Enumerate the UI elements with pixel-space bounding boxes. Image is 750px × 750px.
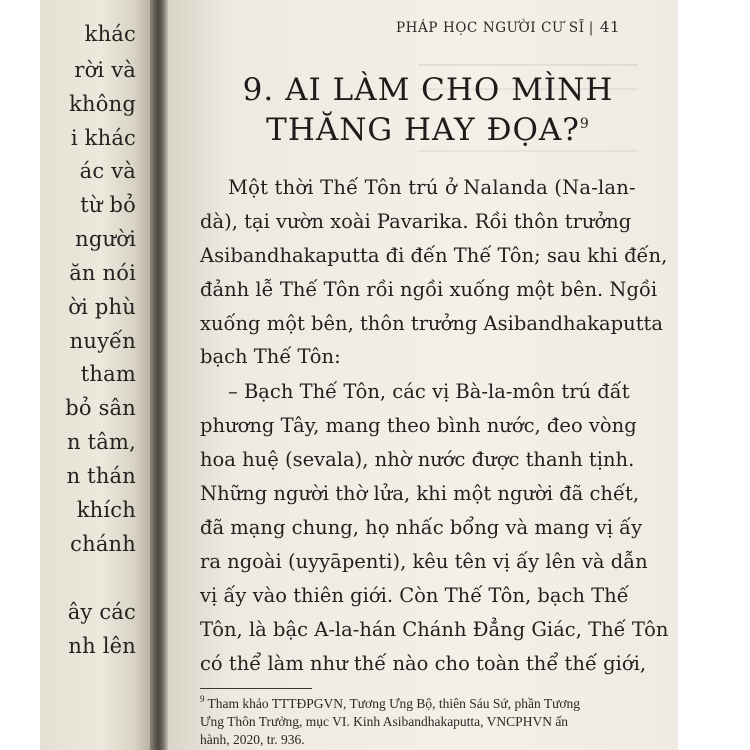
- right-page: [168, 0, 678, 750]
- left-page-line: nh lên: [68, 634, 136, 658]
- body-line: đã mạng chung, họ nhấc bổng và mang vị ấy: [200, 516, 643, 539]
- left-page-line: ời phù: [68, 295, 136, 319]
- body-line: – Bạch Thế Tôn, các vị Bà-la-môn trú đất: [228, 380, 630, 403]
- body-line: Những người thờ lửa, khi một người đã chết,: [200, 482, 640, 505]
- book-gutter: [150, 0, 168, 750]
- body-line: Một thời Thế Tôn trú ở Nalanda (Na-lan-: [228, 176, 636, 199]
- page-number: 41: [599, 18, 621, 36]
- left-page-line: ây các: [67, 600, 136, 624]
- left-page-line: ác và: [79, 159, 136, 183]
- left-page-line: nuyến: [69, 329, 136, 353]
- footnote-line: [200, 696, 580, 712]
- footnote-text: Tham khảo TTTĐPGVN, Tương Ưng Bộ, thiên Sáu Sứ, phần Tương: [207, 696, 581, 711]
- chapter-title-line-1: 9. AI LÀM CHO MÌNH: [242, 72, 614, 108]
- body-line: có thể làm như thế nào cho toàn thể thế giới,: [200, 652, 647, 675]
- body-line: dà), tại vườn xoài Pavarika. Rồi thôn trưởng: [200, 210, 632, 233]
- left-page-line: khích: [76, 498, 136, 522]
- footnote-marker: 9: [200, 694, 205, 704]
- footnote-line: hành, 2020, tr. 936.: [200, 732, 305, 747]
- chapter-title-line-2: THĂNG HAY ĐỌA?: [266, 112, 580, 148]
- show-through-mark: [418, 64, 638, 66]
- left-page-line: i khác: [70, 126, 136, 150]
- left-page-line: khác: [84, 22, 136, 46]
- footnote-rule: [200, 688, 312, 689]
- left-facing-page: [40, 0, 150, 750]
- header-separator: |: [588, 20, 594, 36]
- body-line: Asibandhakaputta đi đến Thế Tôn; sau khi đến,: [200, 244, 668, 267]
- body-line: ra ngoài (uyyāpenti), kêu tên vị ấy lên và dẫn: [200, 550, 648, 573]
- body-line: bạch Thế Tôn:: [200, 345, 341, 368]
- left-page-line: bỏ sân: [65, 396, 136, 420]
- body-line: vị ấy vào thiên giới. Còn Thế Tôn, bạch Thế: [200, 584, 629, 607]
- footnote-line: Ưng Thôn Trưởng, mục VI. Kinh Asibandhakaputta, VNCPHVN ấn: [200, 714, 569, 729]
- footnote-reference: 9: [579, 116, 590, 132]
- chapter-title: [228, 70, 628, 150]
- left-page-line: từ bỏ: [80, 193, 136, 217]
- running-header: [396, 18, 668, 42]
- left-page-line: chánh: [70, 532, 136, 556]
- body-line: đảnh lễ Thế Tôn rồi ngồi xuống một bên. Ngồi: [200, 278, 658, 301]
- body-line: xuống một bên, thôn trưởng Asibandhakaputta: [200, 312, 664, 335]
- background-edge: [678, 0, 750, 750]
- left-page-line: không: [69, 92, 136, 116]
- show-through-mark: [418, 150, 638, 152]
- body-line: Tôn, là bậc A-la-hán Chánh Đẳng Giác, Thế Tôn: [200, 618, 669, 641]
- left-page-line: ăn nói: [69, 261, 136, 285]
- left-page-line: rời và: [74, 58, 136, 82]
- running-title: PHÁP HỌC NGƯỜI CƯ SĨ: [396, 20, 585, 36]
- left-page-line: n thán: [66, 464, 136, 488]
- left-page-line: n tâm,: [67, 430, 136, 454]
- body-line: phương Tây, mang theo bình nước, đeo vòng: [200, 414, 637, 437]
- body-line: hoa huệ (sevala), nhờ nước được thanh tịnh.: [200, 448, 635, 471]
- left-page-line: tham: [80, 362, 136, 386]
- left-page-line: người: [75, 227, 136, 251]
